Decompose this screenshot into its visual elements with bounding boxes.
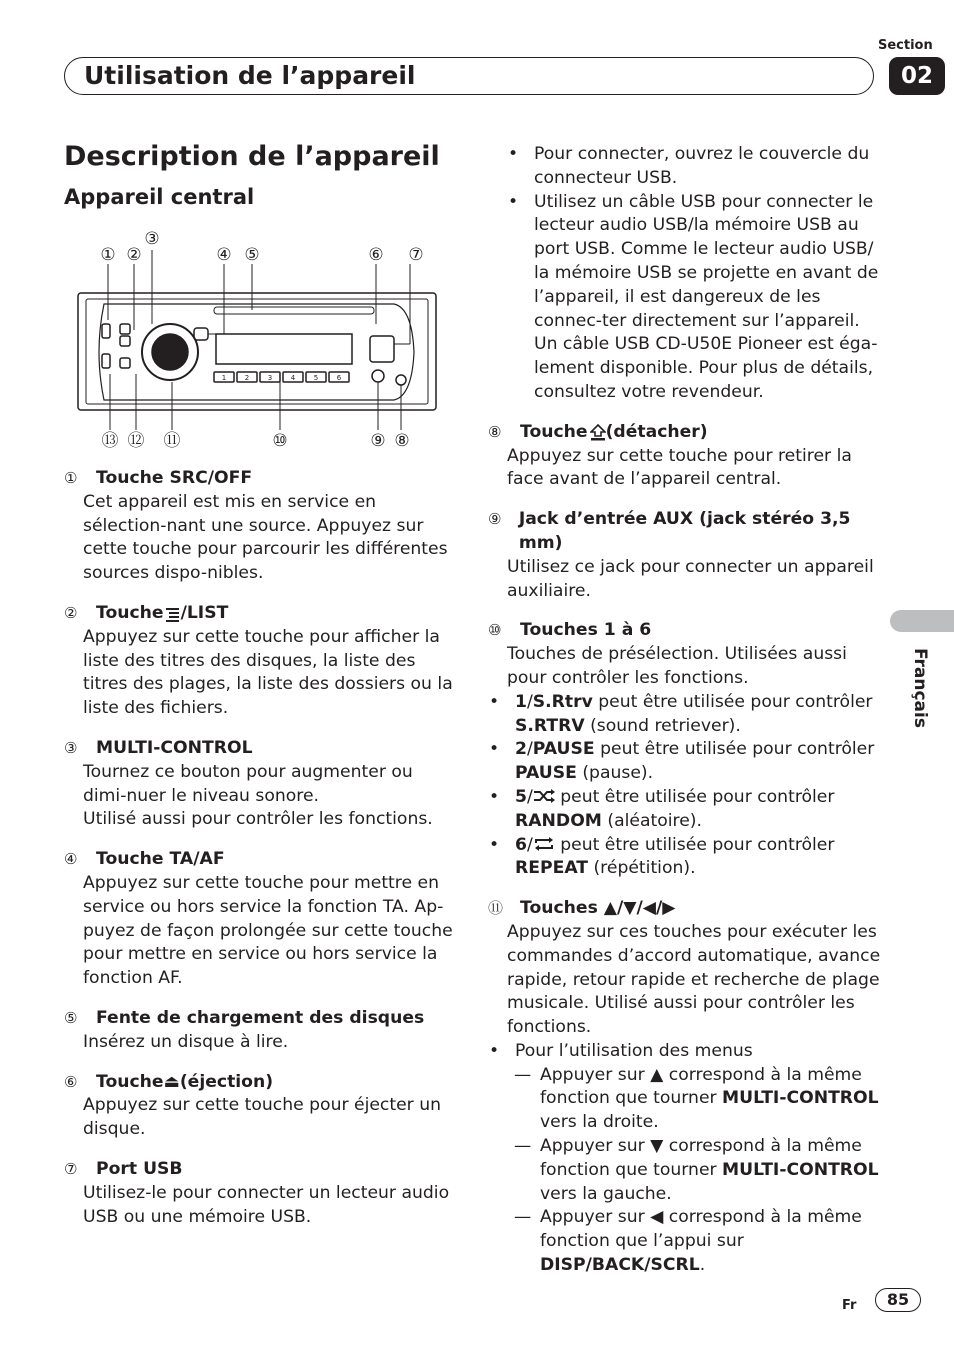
item-number: ⑧: [488, 422, 502, 441]
item-ta-af: [64, 848, 458, 991]
unit-inner-frame: [86, 299, 428, 404]
item-body: Insérez un disque à lire.: [83, 1031, 289, 1052]
callout-7: ⑦: [408, 245, 424, 265]
callout-leaders: [108, 250, 410, 430]
chapter-title: Utilisation de l’appareil: [84, 61, 416, 90]
callout-3: ③: [144, 229, 160, 249]
detach-button: [396, 375, 406, 385]
item-title: Fente de chargement des disques: [96, 1007, 425, 1028]
callout-11: ⑪: [163, 431, 181, 451]
item-number: ④: [64, 850, 78, 869]
page-subheading: Appareil central: [64, 185, 255, 209]
item-number: ⑦: [64, 1159, 78, 1178]
random-icon: [533, 789, 555, 803]
callout-12: ⑫: [127, 431, 145, 451]
item-number: ⑤: [64, 1008, 78, 1027]
page-heading: Description de l’appareil: [64, 141, 440, 172]
item-body: Appuyez sur cette touche pour afficher la liste des titres des disques, la liste des titres des plages, la liste des dossiers ou la liste des fichiers.: [83, 626, 453, 719]
unit-outer-frame: [78, 293, 436, 410]
item-title-a: Touche: [96, 602, 164, 623]
item-title: Touches ▲/▼/◀/▶: [520, 898, 676, 919]
item-body: Tournez ce bouton pour augmenter ou dimi-nuer le niveau sonore.: [83, 761, 413, 806]
callout-6: ⑥: [368, 245, 384, 265]
item-title-b: /LIST: [180, 602, 229, 623]
left-column: [64, 467, 458, 1245]
item-number: ⑩: [488, 621, 502, 640]
list-item: • 2/PAUSE peut être utilisée pour contrôler PAUSE (pause).: [489, 739, 875, 784]
list-item: — Appuyer sur ◀ correspond à la même fonction que l’appui sur DISP/BACK/SCRL.: [514, 1207, 862, 1276]
section-label: Section: [878, 38, 933, 53]
head-unit-diagram: [64, 224, 464, 459]
item-title-b: (détacher): [605, 421, 708, 442]
preset-labels: [222, 374, 342, 382]
item-number: ⑥: [64, 1072, 78, 1091]
language-tab: [890, 610, 954, 632]
item-number: ③: [64, 738, 78, 757]
item-detach: [488, 421, 886, 492]
language-code: Fr: [842, 1298, 857, 1313]
detach-icon: [590, 424, 606, 441]
callout-5: ⑤: [244, 245, 260, 265]
item-title-a: Touche: [96, 1071, 164, 1092]
bullet-text: Pour connecter, ouvrez le couvercle du connecteur USB.: [534, 144, 870, 188]
preset-label: 6: [336, 374, 342, 382]
list-item: • 6/ peut être utilisée pour contrôler REPEAT (répétition).: [489, 834, 835, 879]
callout-13: ⑬: [101, 431, 119, 451]
disc-slot: [214, 307, 374, 314]
list-item: • 5/ peut être utilisée pour contrôler RANDOM (aléatoire).: [489, 786, 835, 831]
item-body: Appuyez sur cette touche pour éjecter un disque.: [83, 1095, 442, 1140]
callout-1: ①: [100, 245, 116, 265]
preset-label: 5: [313, 374, 319, 382]
eject-icon: ⏏: [163, 1071, 180, 1092]
preset-label: 4: [290, 374, 296, 382]
page-number: 85: [875, 1288, 921, 1312]
list-item: • 1/S.Rtrv peut être utilisée pour contrôler S.RTRV (sound retriever).: [489, 691, 873, 736]
callout-9: ⑨: [370, 431, 386, 451]
lcd-display: [216, 334, 352, 364]
item-body: Utilisez-le pour connecter un lecteur audio USB ou une mémoire USB.: [83, 1182, 450, 1227]
aux-jack: [372, 370, 384, 382]
list-icon: [164, 606, 180, 622]
ta-af-button: [194, 328, 208, 340]
item-title-a: Touche: [520, 421, 588, 442]
item-title-b: (éjection): [179, 1071, 274, 1092]
list-item: — Appuyer sur ▲ correspond à la même fonction que tourner MULTI-CONTROL vers la droite.: [514, 1064, 879, 1133]
item-body: Cet appareil est mis en service en sélection-nant une source. Appuyez sur cette touche pour parcourir les différentes sources dispo-nibles.: [83, 491, 448, 584]
item-presets: [488, 619, 886, 881]
preset-label: 3: [267, 374, 273, 382]
item-number: ⑪: [488, 899, 504, 918]
item-body: Appuyez sur ces touches pour exécuter les commandes d’accord automatique, avance rapide, retour rapide et recherche de plage musicale. Utilisé aussi pour contrôler les fonctions.: [507, 921, 881, 1038]
item-src-off: [64, 467, 458, 586]
list-item: [488, 333, 886, 404]
left-buttons: [102, 324, 130, 368]
item-disc-slot: [64, 1007, 458, 1055]
item-title: Port USB: [96, 1158, 183, 1179]
item-title: Touche TA/AF: [96, 849, 225, 870]
item-number: ②: [64, 603, 78, 622]
usb-port-cover: [370, 336, 394, 362]
repeat-icon: [533, 837, 555, 851]
item-usb-port: [64, 1158, 458, 1229]
language-label: Français: [910, 648, 930, 728]
bullet-text: Utilisez un câble USB pour connecter le lecteur audio USB/la mémoire USB au port USB. Comme le lecteur audio USB/ la mémoire USB se projette en avant de l’appareil, il est dangereux de les connec-ter directement sur l’appareil.: [534, 191, 879, 331]
preset-label: 2: [244, 374, 250, 382]
preset-label: 1: [221, 374, 227, 382]
callout-2: ②: [126, 245, 142, 265]
right-column: [488, 143, 886, 1294]
list-item: — Appuyer sur ▼ correspond à la même fonction que tourner MULTI-CONTROL vers la gauche.: [514, 1136, 879, 1204]
preset-buttons: [214, 372, 349, 382]
list-item: • Pour l’utilisation des menus: [489, 1040, 753, 1061]
item-number: ⑨: [488, 510, 502, 529]
item-body: Utilisé aussi pour contrôler les fonctions.: [83, 809, 433, 830]
section-number-badge: 02: [889, 57, 945, 95]
item-title: Touche SRC/OFF: [96, 468, 253, 488]
callout-4: ④: [216, 245, 232, 265]
faceplate-outline: [99, 304, 414, 400]
item-body: Touches de présélection. Utilisées aussi pour contrôler les fonctions.: [507, 644, 847, 688]
list-item: • Pour connecter, ouvrez le couvercle du connecteur USB.: [508, 144, 870, 188]
item-title: Touches 1 à 6: [520, 620, 652, 641]
callout-8: ⑧: [394, 431, 410, 451]
item-title: MULTI-CONTROL: [96, 737, 253, 758]
usb-notes: [488, 143, 886, 405]
item-title: Jack d’entrée AUX (jack stéréo 3,5 mm): [518, 509, 851, 553]
item-body: Appuyez sur cette touche pour retirer la face avant de l’appareil central.: [507, 445, 852, 490]
item-body: Utilisez ce jack pour connecter un appareil auxiliaire.: [507, 556, 874, 601]
item-list: [64, 602, 458, 721]
item-number: ①: [64, 469, 78, 487]
item-multi-control: [64, 737, 458, 832]
callout-10: ⑩: [272, 431, 288, 451]
item-eject: [64, 1071, 458, 1142]
bullet-text: Un câble USB CD-U50E Pioneer est éga-lement disponible. Pour plus de détails, consultez votre revendeur.: [534, 334, 878, 402]
multi-control-knob-center: [152, 334, 188, 370]
list-item: • Utilisez un câble USB pour connecter le lecteur audio USB/la mémoire USB au port USB. Comme le lecteur audio USB/ la mémoire USB se projette en avant de l’appareil, il est dangereux de les connec-ter directement sur l’appareil.: [508, 191, 879, 331]
item-arrow-keys: [488, 897, 886, 1278]
item-aux-jack: [488, 508, 886, 603]
item-body: Appuyez sur cette touche pour mettre en service ou hors service la fonction TA. Ap-puyez de façon prolongée sur cette touche pour mettre en service ou hors service la fonction AF.: [83, 872, 453, 989]
